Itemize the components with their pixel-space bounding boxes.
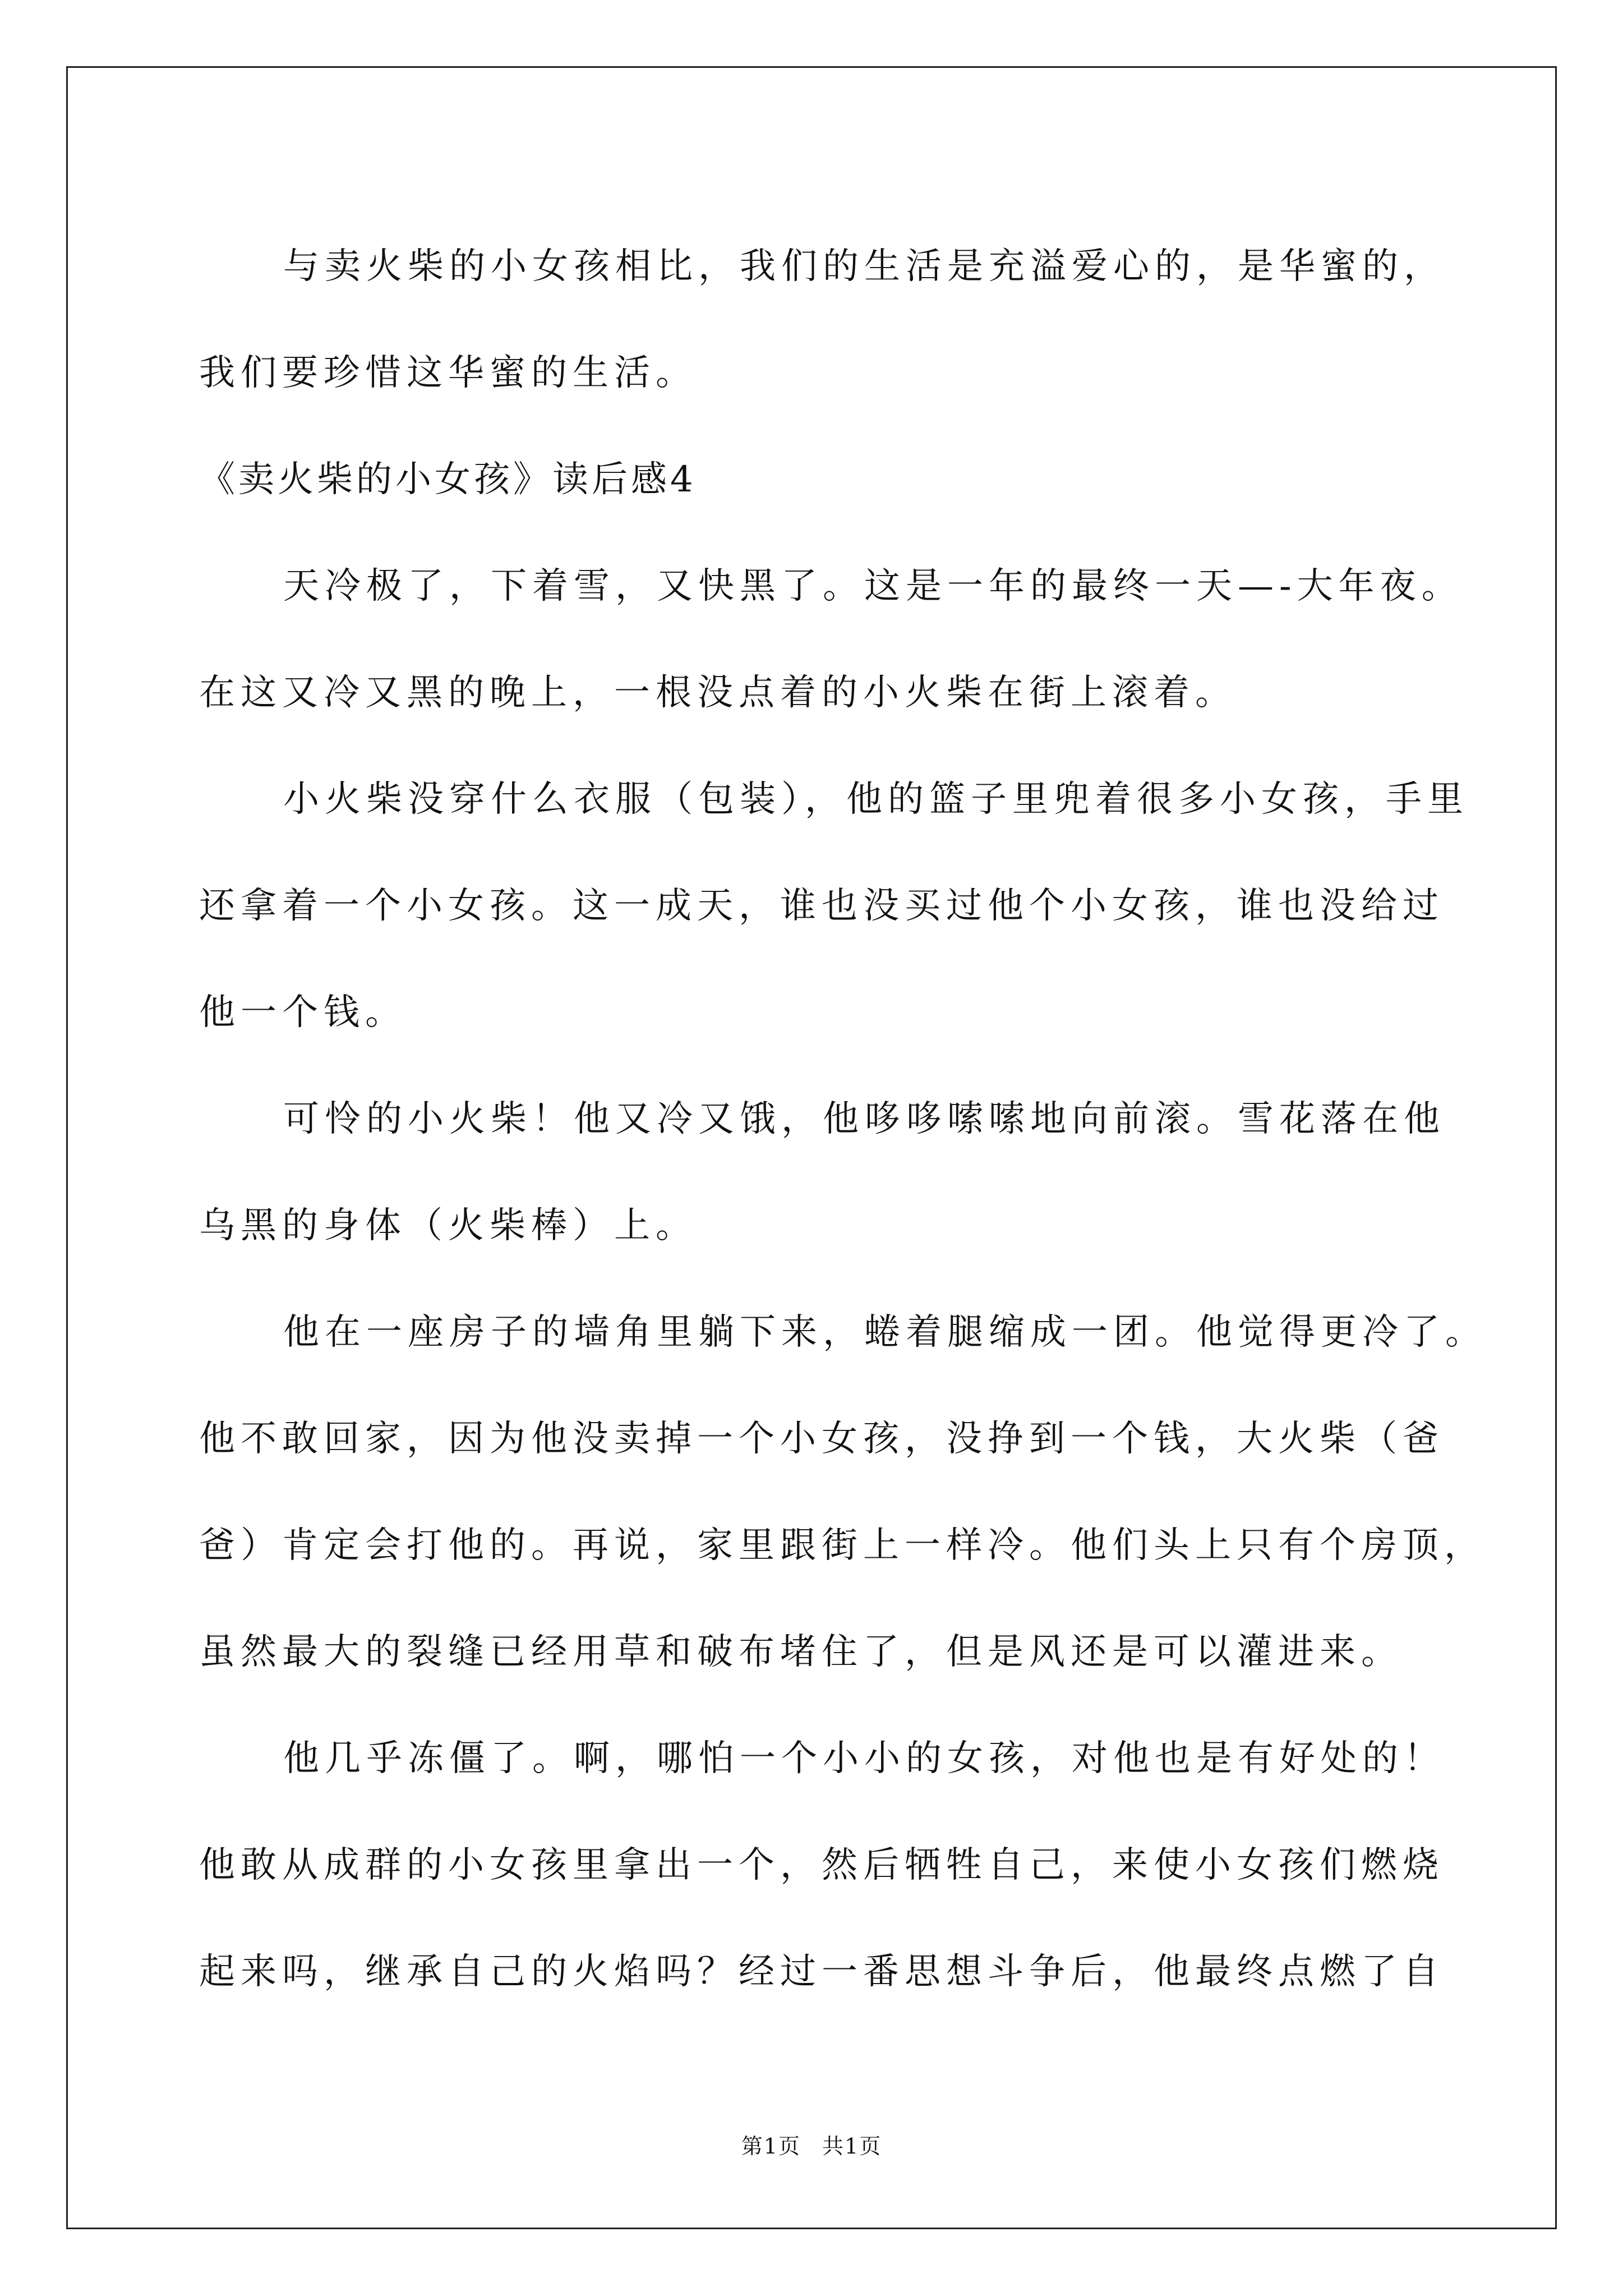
paragraph-line: 他几乎冻僵了。啊，哪怕一个小小的女孩，对他也是有好处的！: [283, 1738, 1445, 1779]
paragraph-line: 他不敢回家，因为他没卖掉一个小女孩，没挣到一个钱，大火柴（爸: [199, 1418, 1444, 1460]
paragraph-line: 他在一座房子的墙角里躺下来，蜷着腿缩成一团。他觉得更冷了。: [283, 1312, 1487, 1353]
paragraph-line: 还拿着一个小女孩。这一成天，谁也没买过他个小女孩，谁也没给过: [199, 885, 1444, 927]
page-footer: [0, 2129, 1623, 2160]
paragraph-line: 他敢从成群的小女孩里拿出一个，然后牺牲自己，来使小女孩们燃烧: [199, 1844, 1444, 1886]
paragraph-line: 可怜的小火柴！他又冷又饿，他哆哆嗦嗦地向前滚。雪花落在他: [283, 1098, 1445, 1140]
paragraph-line: 虽然最大的裂缝已经用草和破布堵住了，但是风还是可以灌进来。: [199, 1631, 1403, 1673]
page-total: 共1页: [822, 2134, 882, 2159]
section-heading: 《卖火柴的小女孩》读后感4: [199, 459, 697, 500]
paragraph-line: 在这又冷又黑的晚上，一根没点着的小火柴在街上滚着。: [199, 672, 1237, 714]
paragraph-line: 他一个钱。: [199, 992, 407, 1033]
paragraph-line: 乌黑的身体（火柴棒）上。: [199, 1205, 697, 1246]
paragraph-line: 与卖火柴的小女孩相比，我们的生活是充溢爱心的，是华蜜的，: [283, 246, 1445, 287]
paragraph-line: 小火柴没穿什么衣服（包装），他的篮子里兜着很多小女孩，手里: [283, 779, 1469, 820]
document-body: [199, 213, 1487, 2025]
paragraph-line: 起来吗，继承自己的火焰吗？经过一番思想斗争后，他最终点燃了自: [199, 1951, 1444, 1993]
paragraph-line: 我们要珍惜这华蜜的生活。: [199, 352, 697, 394]
page-number: 第1页: [741, 2134, 801, 2159]
paragraph-line: 爸）肯定会打他的。再说，家里跟街上一样冷。他们头上只有个房顶，: [199, 1525, 1486, 1566]
paragraph-line: 天冷极了，下着雪，又快黑了。这是一年的最终一天—-大年夜。: [283, 565, 1463, 607]
